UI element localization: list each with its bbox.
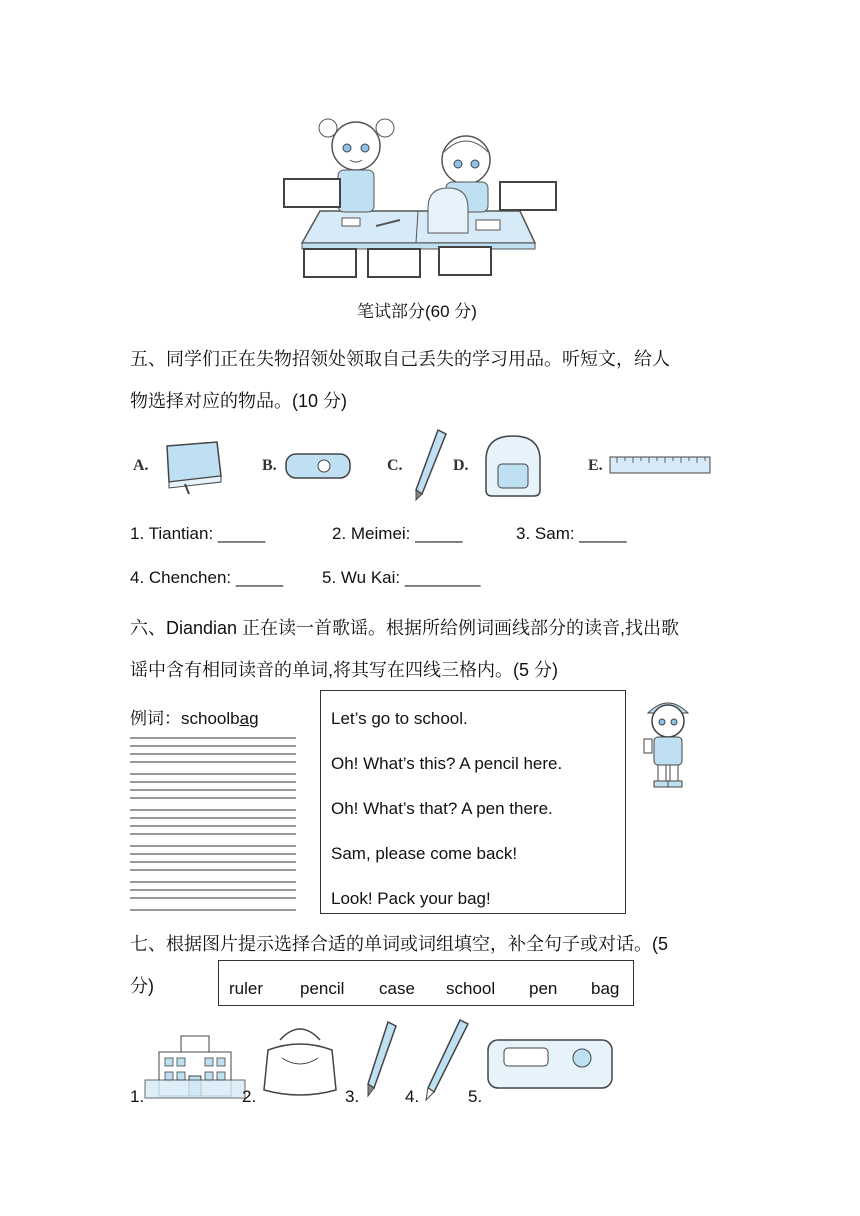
answer-wukai: 5. Wu Kai: ________	[322, 568, 481, 587]
ruler-icon	[609, 456, 713, 481]
example-word	[130, 704, 259, 729]
pencil-case-icon	[284, 450, 354, 487]
answer-box	[499, 181, 557, 211]
option-label-c: C.	[387, 457, 403, 474]
bag-icon	[258, 1020, 342, 1105]
item-4: 4.	[405, 1087, 420, 1106]
word-pen: pen	[529, 979, 558, 998]
answer-meimei: 2. Meimei: _____	[332, 524, 463, 543]
pencil-icon	[420, 1018, 472, 1107]
item-5: 5.	[468, 1087, 483, 1106]
answer-box	[367, 248, 421, 278]
word-bag: bag	[591, 979, 620, 998]
song-line-3: Oh! What’s that? A pen there.	[331, 799, 553, 818]
section7-title-line2: 分)	[130, 976, 154, 996]
item-3: 3.	[345, 1087, 360, 1106]
option-label-d: D.	[453, 457, 469, 474]
backpack-icon	[476, 430, 550, 505]
option-label-b: B.	[262, 457, 277, 474]
section6-title-line2: 谣中含有相同读音的单词,将其写在四线三格内。(5 分)	[130, 660, 558, 680]
example-underlined: a	[239, 709, 250, 728]
book-icon	[155, 440, 225, 500]
option-label-a: A.	[133, 457, 149, 474]
answer-box	[283, 178, 341, 208]
option-label-e: E.	[588, 457, 603, 474]
answer-box	[303, 248, 357, 278]
answer-tiantian: 1. Tiantian: _____	[130, 524, 266, 543]
word-bank	[218, 960, 634, 1006]
section5-title-line2: 物选择对应的物品。(10 分)	[130, 391, 348, 411]
answer-box	[438, 246, 492, 276]
pencil-case-icon-2	[486, 1036, 616, 1097]
answer-sam: 3. Sam: _____	[516, 524, 627, 543]
item-2: 2.	[242, 1087, 257, 1106]
section7-title-line1: 七、根据图片提示选择合适的单词或词组填空，补全句子或对话。(5	[130, 934, 669, 954]
writing-lines[interactable]	[130, 734, 298, 914]
example-suffix: g	[249, 709, 259, 728]
pen-icon	[408, 428, 448, 507]
word-case: case	[379, 979, 415, 998]
word-ruler: ruler	[229, 979, 264, 998]
song-line-1: Let’s go to school.	[331, 709, 468, 728]
word-school: school	[446, 979, 496, 998]
word-pencil: pencil	[300, 979, 345, 998]
song-line-4: Sam, please come back!	[331, 844, 518, 863]
song-box	[320, 690, 626, 914]
song-line-5: Look! Pack your bag!	[331, 889, 491, 908]
section6-title-line1: 六、Diandian 正在读一首歌谣。根据所给例词画线部分的读音,找出歌	[130, 618, 680, 638]
section5-title-line1: 五、同学们正在失物招领处领取自己丢失的学习用品。听短文，给人	[130, 349, 670, 369]
answer-chenchen: 4. Chenchen: _____	[130, 568, 284, 587]
pen-icon-2	[362, 1020, 402, 1103]
song-line-2: Oh! What’s this? A pencil here.	[331, 754, 563, 773]
school-building-icon	[145, 1028, 245, 1105]
example-prefix: 例词：schoolb	[130, 709, 240, 728]
item-1: 1.	[130, 1087, 145, 1106]
diandian-illustration	[636, 693, 700, 796]
written-part-title: 笔试部分(60 分)	[357, 302, 477, 321]
